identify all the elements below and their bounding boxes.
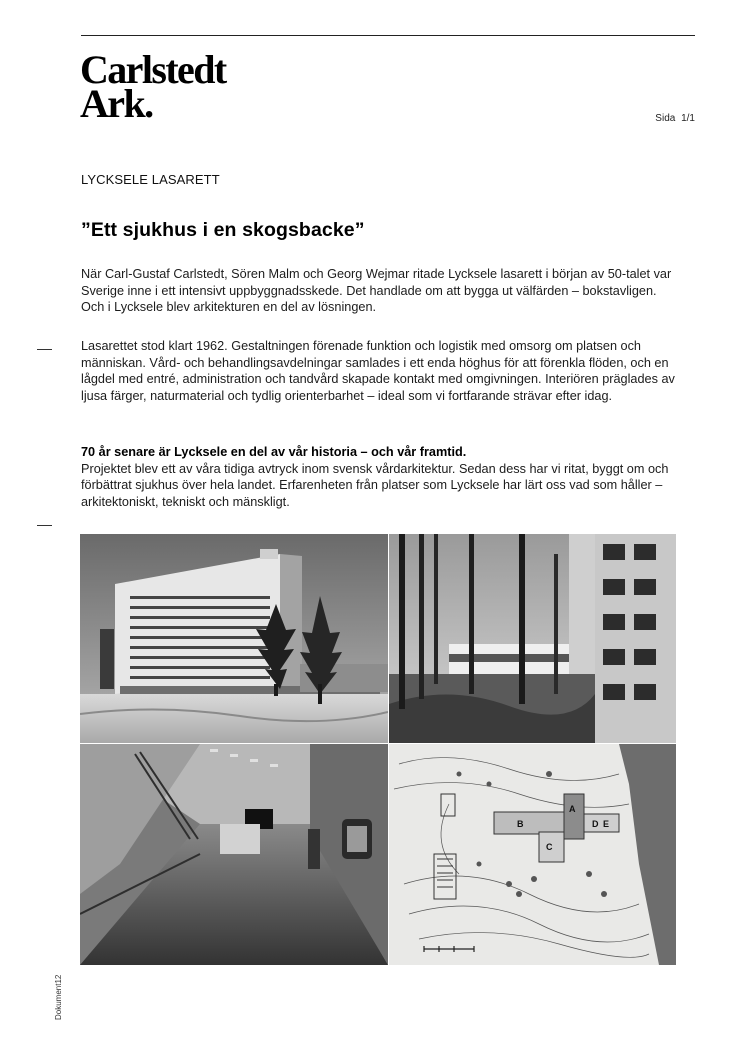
project-title: LYCKSELE LASARETT [81,172,220,187]
photo-courtyard-pines [389,534,676,743]
site-plan-label-a: A [569,804,576,814]
site-plan-label-e: E [603,819,610,829]
top-rule [81,35,695,36]
photo-highrise-exterior [80,534,388,743]
margin-dash-1 [37,349,52,350]
company-logo [80,47,226,126]
logo-line-1: Carlstedt [80,47,226,92]
photo-site-plan [389,744,676,965]
history-paragraph: Lasarettet stod klart 1962. Gestaltningen förenade funktion och logistik med omsorg om platsen och människan. Vård- och behandlingsavdelningar samlades i ett enda höghus för att förenkla flöden, och en lågdel med entré, administration och tandvård skapade kontakt med omgivningen. Interiören präglades av ljusa färger, naturmaterial och tydlig orienterbarhet – ideal som vi fortfarande strävar efter idag. [81,339,675,403]
document-id: Dokument12 [54,974,63,1020]
margin-dash-2 [37,525,52,526]
site-plan-label-c: C [546,842,553,852]
legacy-heading: 70 år senare är Lycksele en del av vår historia – och vår framtid. [81,445,467,459]
logo-line-2: Ark. [80,81,153,126]
photo-interior-corridor [80,744,388,965]
intro-paragraph: När Carl-Gustaf Carlstedt, Sören Malm och Georg Wejmar ritade Lycksele lasarett i början av 50-talet var Sverige inne i ett intensivt uppbyggnadsskede. Det handlade om att bygga ut välfärden – bokstavligen. Och i Lycksele blev arkitekturen en del av lösningen. [81,267,672,315]
page-number: Sida 1/1 [655,113,695,124]
legacy-paragraph: Projektet blev ett av våra tidiga avtryck inom svensk vårdarkitektur. Sedan dess har vi ritat, byggt om och förbättrat sjukhus över hela landet. Erfarenheten från platser som Lycksele har lärt oss vad som håller – arkitektoniskt, tekniskt och mänskligt. [81,461,669,509]
legacy-section [81,444,681,510]
site-plan-label-b: B [517,819,524,829]
headline: ”Ett sjukhus i en skogsbacke” [81,219,365,241]
site-plan-label-d: D [592,819,599,829]
